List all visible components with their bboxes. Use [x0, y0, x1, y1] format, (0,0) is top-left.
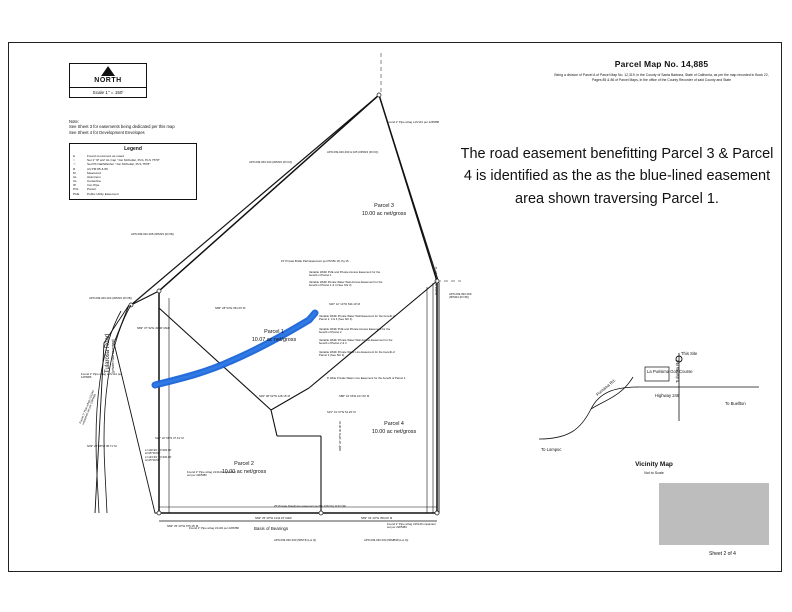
parcel-4-area: 10.00 ac net/gross [371, 428, 417, 435]
notes-line-2: See Sheet 4 for Development Envelopes [69, 129, 145, 135]
legend-symbol: ○ [73, 158, 75, 163]
vicinity-label-to-lompoc: To Lompoc [541, 447, 562, 452]
parcel-1-name: Parcel 1 [264, 329, 284, 335]
easement-note: Variable Width Private Water Well Easement for the benefit of Parcel 2, 3 & 4 (See Sht 3) [319, 314, 396, 322]
easement-note: Variable Width Private Water Line Easement for the benefit of Parcel 2 (See Sht 3) [319, 350, 396, 358]
monument-note: R=303.00' N 30' 00" W [434, 266, 438, 295]
bearing-label: N39° 22' 58"W 38.71' M [87, 444, 117, 448]
bearing-label: N89° 28' 54"E 651.06' M [215, 306, 246, 310]
monument-note: Found 2" Pipe w/tag L1S'141 per 12PM86 [81, 372, 122, 380]
notes-block [69, 119, 229, 135]
easement-note: Variable Width PUE and Private Access Easement for the benefit of Parcel 1 [309, 270, 381, 278]
bearing-label: S49° 38' 02"W 128.16' M [259, 394, 291, 398]
apn-note: APN 099-020-024 (0PM23 (Pcl B)) [89, 296, 133, 300]
vicinity-map [529, 343, 769, 503]
easement-note: 15' Private Bridle Path Easement per PM Bk 18, Pg 15 [281, 259, 349, 263]
north-arrow-icon [101, 66, 115, 76]
notes-line-1: See Sheet 3 for easements being dedicated per this map [69, 124, 175, 130]
easement-note: Variable Width Private Water Well Access Easement for the benefit of Parcel 2 & 3 [319, 338, 393, 346]
apn-note: APN 099-030-030 (50MB38 (Lot 3)) [364, 538, 409, 542]
vicinity-label-this-site: This Site [681, 351, 698, 356]
legend-symbol: R [73, 166, 76, 171]
title-block [554, 59, 769, 83]
legend-text: Iron Pipe [87, 183, 100, 188]
map-title: Parcel Map No. 14,885 [614, 59, 709, 69]
legend-symbol: M [73, 170, 76, 175]
basis-of-bearings-label: Basis of Bearings [254, 526, 289, 531]
apn-note: APN 099-020-008 (0PM23 (Pcl B)) [131, 232, 175, 236]
bearing-label: S31° 31' 07"E 51.20' M [327, 410, 356, 414]
monument-note: Found 2" Pipe w/tag L1S'141 per 12PM86 [387, 120, 440, 124]
sheet-number: Sheet 2 of 4 [709, 551, 736, 557]
legend-text: Set PK Nail/Washer "Jon McKellar, PLS 7578" [87, 162, 151, 167]
legend-symbol: PUE [73, 191, 80, 196]
legend-text: Centerline [87, 179, 102, 184]
legend-text: Public Utility Easement [87, 191, 119, 196]
bearing-label: N89° 33' 20"W 359.00' M [361, 516, 393, 520]
vicinity-map-title: Vicinity Map [635, 461, 673, 468]
parcel-label-1 [239, 329, 309, 345]
parcel-2-area: 10.00 ac net/gross [221, 468, 267, 475]
curve-line-1: L=130.90', R=300.00' [145, 448, 172, 452]
legend-text: Aluminum [87, 174, 101, 179]
parcel-4-name: Parcel 4 [384, 421, 404, 427]
legend-symbol: ● [73, 154, 75, 158]
bearing-label: S46° 12' 14"W 544.19' M [329, 302, 361, 306]
apn-note: APN 099-030-043 (0PM23 (Pcl D)) [249, 160, 293, 164]
monument-note: Found 2" Pipe w/tag LS5149 unpainted set per 22PM86 [387, 522, 436, 530]
monument-note: Found 2" Pipe w/tag LS146 per 22PM86 [189, 526, 239, 530]
apn-note: APN 099-030-030 (5PM B (Lot 3)) [274, 538, 317, 542]
legend-symbol: AL [73, 174, 77, 179]
legend-text: (2) PM 85 & 86 [87, 166, 108, 171]
easement-note: Variable Width Private Water Well Access Easement for the benefit of Parcel 1 & 4 (See Sht 3) [309, 280, 383, 288]
bearing-label: S88° 43' 06"E 107.00' M [339, 394, 370, 398]
legend-text: Found monument as noted [87, 154, 124, 158]
legend-item [73, 192, 193, 196]
bearing-label: S24° 22' 58"S 37.41' M [155, 436, 184, 440]
legend-text: Set 1" IP w/2' AL Cap "Jon McKellar, PLS, PLS 7578" [87, 158, 160, 163]
legend-symbol: ☉ [73, 162, 76, 167]
legend-symbol: IP [73, 183, 76, 188]
map-subtitle: Being a division of Parcel A of Parcel Map No. 12,319, in the County of Santa Barbara, State of California, as per the map recorded in Book 22, Pages 85 & 86 of Parcel Maps, in the office of the County Recorder of said County and State [554, 73, 769, 83]
parcel-label-3 [349, 203, 419, 219]
road-name-sub: (private road easement) [111, 339, 115, 373]
curve-line-3: L=143.99', R=330.00' [145, 454, 172, 459]
curve-data [145, 449, 195, 462]
parcel-2-name: Parcel 2 [234, 461, 254, 467]
vicinity-label-golf-course: La Purisima Golf Course [647, 369, 693, 374]
parcel-3-name: Parcel 3 [374, 203, 394, 209]
legend-block [69, 143, 197, 200]
blue-easement-highlight [155, 313, 315, 385]
legend-text: Parcel [87, 187, 96, 192]
bearing-label: N89° 35' 23"W 675.15' M [167, 524, 199, 528]
bearing-label: N89° 37' 52"E 30.00' M&R [137, 326, 170, 330]
parcel-3-area: 10.00 ac net/gross [361, 210, 407, 217]
vicinity-label-to-buellton: To Buellton [725, 401, 746, 406]
legend-text: Measured [87, 170, 101, 175]
photo-placeholder [659, 483, 769, 545]
curve-line-4: Δ=25°00'00" [145, 458, 161, 463]
curve-line-2: Δ=25°00'00" [145, 451, 161, 456]
apn-note: APN 099-090-009 (0PM23 (Pcl B)) [449, 292, 472, 300]
parcel-label-4 [359, 421, 429, 437]
north-arrow [69, 63, 147, 87]
monument-note: Found 2" Pipe w/tag LS3140 unpainted set per 22PM86 [78, 389, 98, 426]
easement-note: 25' Private Telephone easement per Bk 1762 Pg 1132 OR [274, 504, 346, 508]
vicinity-label-purisima-rd: Purisima Rd. [595, 377, 617, 397]
legend-symbol: PCL [73, 187, 80, 192]
apn-note: APN 099-020-033 & 025 (0PM23 (Pcl D)) [327, 150, 379, 154]
road-name-block [105, 334, 115, 373]
map-sheet [8, 42, 782, 572]
north-arrow-block [69, 63, 147, 98]
bearing-label: N89° 36' 28"W 30.00' M [338, 421, 342, 451]
monument-note: Found 2" Pipe w/tag LS3140 unpainted set per 22PM86 [187, 470, 236, 478]
easement-note: Variable Width PUE and Private Access Easement for the benefit of Parcel 2 [319, 327, 391, 335]
legend-title: Legend [124, 146, 142, 152]
bearing-label: N89° 35' 20"W 1234.15' M&R [255, 516, 292, 520]
annotation-text: The road easement benefitting Parcel 3 & Parcel 4 is identified as the as the blue-lined easement area shown traversing Parcel 1. [460, 146, 774, 207]
legend-symbol: CL [73, 179, 77, 184]
road-name: Tularosa Road [105, 333, 111, 373]
easement-note: 8' Wide Private Water Line Easement for the benefit of Parcel 2 [327, 376, 406, 380]
vicinity-label-tularosa-rd: Tularosa Rd. [675, 359, 680, 383]
vicinity-map-subtitle: Not to Scale [644, 471, 664, 475]
vicinity-label-highway-246: Highway 246 [655, 393, 680, 398]
north-label: NORTH [94, 77, 122, 84]
scale-label: Scale 1" = 150' [69, 87, 147, 98]
notes-heading: Note: [69, 119, 80, 124]
parcel-1-area: 10.07 ac net/gross [251, 336, 297, 343]
